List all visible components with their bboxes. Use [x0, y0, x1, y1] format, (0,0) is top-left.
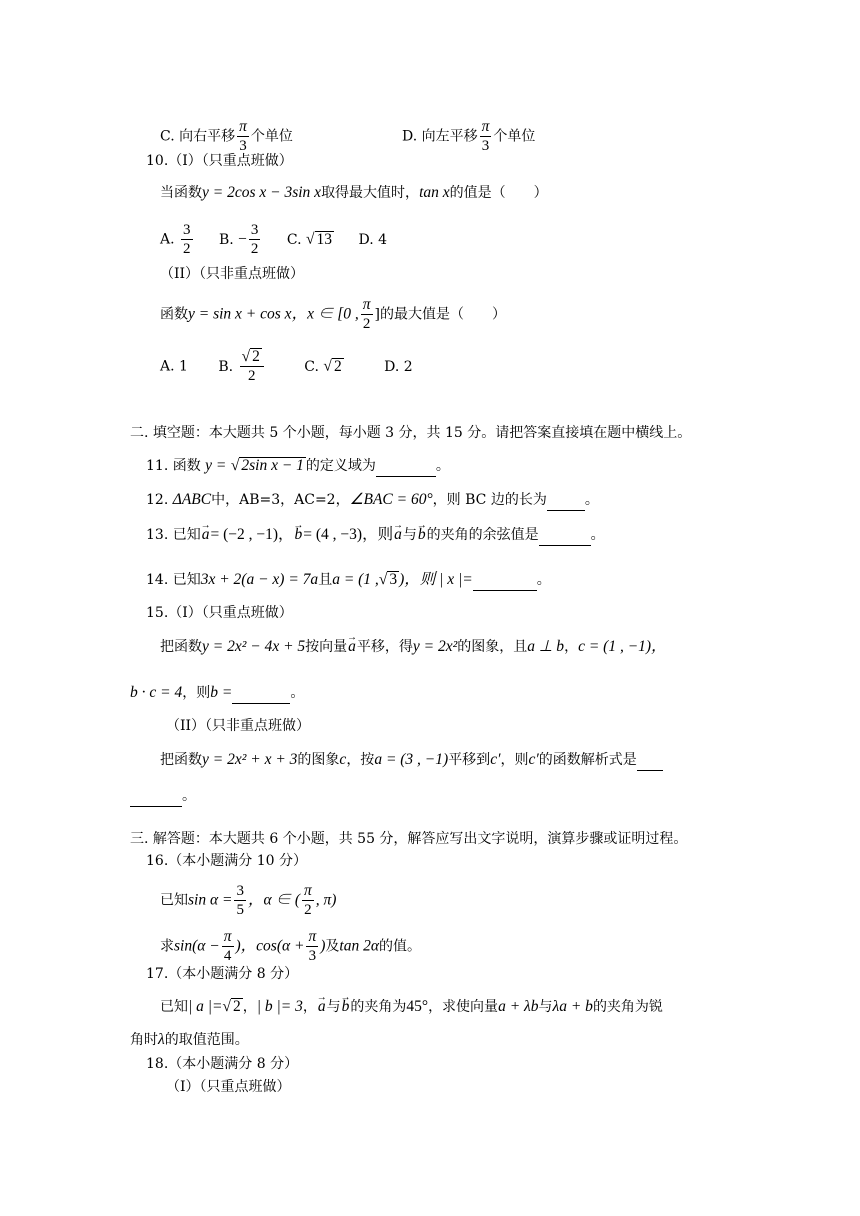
fraction: $\frac{\pi}{3}$ — [308, 928, 317, 964]
section3-heading: 三. 解答题：本大题共 6 个小题，共 55 分，解答应写出文字说明，演算步骤或证明过程。 — [130, 831, 688, 847]
fraction: $\frac{√ 2}{2}$ — [240, 348, 264, 385]
answer-blank[interactable] — [376, 456, 436, 477]
q16-label: 16.（本小题满分 10 分） — [146, 853, 307, 869]
q9-option-d: D. 向左平移 $\frac{\pi}{3}$ 个单位 — [402, 118, 536, 154]
q15-line1: 把函数y = 2x² − 4x + 5按向量→ a平移，得y = 2x²的图象，且a ⊥ b，c = (1 , −1)， — [160, 637, 667, 657]
answer-blank[interactable] — [637, 750, 663, 771]
q16-ask: 求sin(α − $\frac{\pi}{4}$ )，cos(α + $\frac{\pi}{3}$ )及tan 2α的值。 — [160, 928, 421, 964]
vector-b: → b — [294, 526, 304, 543]
fraction: $\frac{\pi}{4}$ — [223, 928, 232, 964]
answer-blank[interactable] — [547, 490, 585, 511]
answer-blank[interactable] — [130, 786, 182, 807]
q10-part2-label: （II）（只非重点班做） — [160, 266, 305, 282]
q14: 14. 已知3x + 2(a − x) = 7a且a = (1 ,√ 3 )，则 | x |= 。 — [146, 570, 551, 591]
q18-label: 18.（本小题满分 8 分） — [146, 1056, 299, 1072]
q15-line2: b · c = 4，则b = 。 — [130, 683, 304, 704]
q12: 12. ΔABC中，AB=3，AC=2，∠BAC = 60°，则 BC 边的长为 。 — [146, 490, 599, 511]
fraction: $\frac{3}{5}$ — [236, 883, 244, 918]
fraction: $\frac{3}{2}$ — [183, 222, 191, 257]
q10-part2-options: A. 1 B. $\frac{√ 2}{2}$ C. √ 2 D. 2 — [160, 348, 413, 384]
q18-part1-label: （I）（只重点班做） — [166, 1079, 291, 1095]
q15-part2-line: 把函数y = 2x² + x + 3的图象c，按a = (3 , −1)平移到c′，则c′的函数解析式是 — [160, 750, 663, 771]
q10-part2-stem: 函数y = sin x + cos x，x ∈ [0 , $\frac{\pi}{2}$ ]的最大值是（ ） — [160, 296, 506, 332]
q15-part2-line2: 。 — [130, 786, 196, 807]
fraction: $\frac{\pi}{2}$ — [362, 296, 371, 332]
fraction: $\frac{\pi}{3}$ — [481, 118, 490, 154]
answer-blank[interactable] — [232, 683, 290, 704]
q13: 13. 已知→ a= (−2 , −1)，→ b= (4 , −3)，则→ a与→ b的夹角的余弦值是 。 — [146, 525, 605, 546]
section2-heading: 二. 填空题：本大题共 5 个小题，每小题 3 分，共 15 分。请把答案直接填在题中横线上。 — [130, 425, 692, 441]
q9-option-c: C. 向右平移 $\frac{\pi}{3}$ 个单位 — [160, 118, 293, 154]
fraction: $\frac{3}{2}$ — [250, 222, 259, 257]
q17-label: 17.（本小题满分 8 分） — [146, 966, 299, 982]
q17-line1: 已知| a |=√ 2 ，| b |= 3，→ a与→ b的夹角为45°，求使向量a + λb与λa + b的夹角为锐 — [160, 997, 663, 1017]
q10-stem: 当函数y = 2cos x − 3sin x取得最大值时，tan x的值是（ ） — [160, 184, 548, 201]
q16-given: 已知sin α = $\frac{3}{5}$ ，α ∈ ( $\frac{\pi}{2}$ , π) — [160, 882, 337, 918]
q10-number: 10.（I）（只重点班做） — [146, 153, 293, 169]
fraction: $\frac{\pi}{2}$ — [304, 882, 312, 918]
vector-a: → a — [201, 526, 211, 543]
answer-blank[interactable] — [539, 525, 591, 546]
q10-options: A. $\frac{3}{2}$ B. − $\frac{3}{2}$ C. √ 13 D. 4 — [160, 222, 388, 257]
answer-blank[interactable] — [473, 570, 537, 591]
fraction: $\frac{\pi}{3}$ — [239, 118, 247, 154]
q11: 11. 函数 y = √ 2sin x − 1 的定义域为 。 — [146, 456, 450, 477]
q17-line2: 角时λ的取值范围。 — [130, 1031, 249, 1048]
q15-label: 15.（I）（只重点班做） — [146, 605, 293, 621]
q15-part2-label: （II）（只非重点班做） — [166, 718, 311, 734]
